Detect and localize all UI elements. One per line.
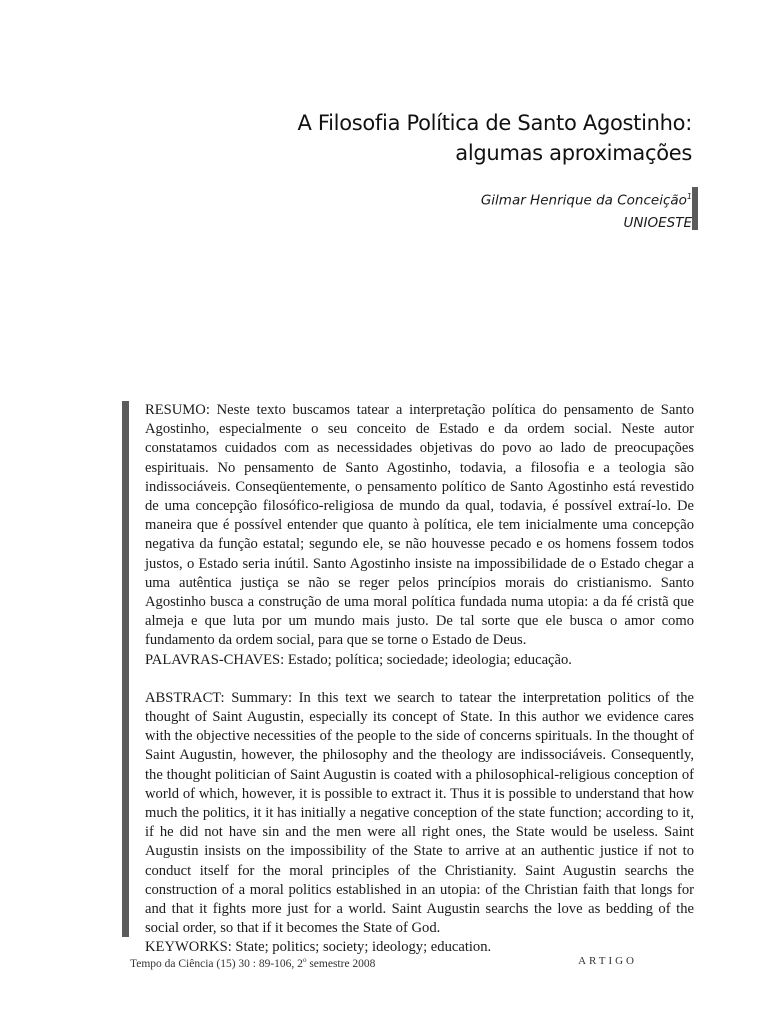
abstract-text: Summary: In this text we search to tatear the interpretation politics of the thought of Saint Augustin, especially its concept of State. In this author we evidence cares with the objective necessities of the people to the side of concerns spirituals. In the thought of Saint Augustin, however, the philosophy and the theology are indissociáveis. Consequently, the thought politician of Saint Augustin is coated with a philosophical-religious conception of world of which, however, it is possible to extract it. Thus it is possible to understand that how much the politics, it it has initially a negative conception of the state function; according to it, if he did not have sin and the men were all right ones, the State would be useless. Saint Augustin insists on the impossibility of the State to arrive at an authentic justice if not to conduct itself for the moral principles of the Christianity. Saint Augustin searchs the construction of a moral politics established in an utopia: of the Christian faith that longs for and that it fights more just for a world. Saint Augustin searchs the love as bedding of the social order, so that if it becomes the State of God. bbox=[145, 689, 694, 937]
resumo-label: RESUMO: bbox=[145, 402, 210, 418]
footer-citation bbox=[130, 956, 375, 970]
author-footnote-marker: 1 bbox=[686, 192, 692, 201]
footer-semester: semestre 2008 bbox=[306, 957, 376, 970]
resumo-text: Neste texto buscamos tatear a interpretação política do pensamento de Santo Agostinho, especialmente o seu conceito de Estado e da ordem social. Neste autor constatamos cuidados com as necessidades objetivas do povo ao lado de preocupações espirituais. No pensamento de Santo Agostinho, todavia, a filosofia e a teologia são indissociáveis. Conseqüentemente, o pensamento político de Santo Agostinho está revestido de uma concepção filosófico-religiosa de mundo da qual, todavia, é possível extraí-lo. De maneira que é possível entender que quanto à política, ele tem inicialmente uma concepção negativa da função estatal; segundo ele, se não houvesse pecado e os homens fossem todos justos, o Estado seria inútil. Santo Agostinho insiste na impossibilidade de o Estado chegar a uma autêntica justiça se não se reger pelos princípios morais do cristianismo. Santo Agostinho busca a construção de uma moral política fundada numa utopia: a da fé cristã que almeja e que luta por um mundo mais justo. De tal sorte que ele busca o amor como fundamento da ordem social, para que se torne o Estado de Deus. bbox=[145, 402, 694, 649]
title-line-1: A Filosofia Política de Santo Agostinho: bbox=[297, 111, 692, 135]
abstract-section bbox=[145, 401, 694, 958]
abstract-paragraph bbox=[145, 689, 694, 939]
author-line bbox=[292, 186, 692, 212]
footer-ordinal: o bbox=[302, 956, 307, 964]
author-block bbox=[292, 186, 692, 234]
keywords-label: KEYWORKS: bbox=[145, 939, 232, 956]
resumo-paragraph bbox=[145, 401, 694, 651]
paragraph-gap bbox=[145, 670, 694, 689]
footer-section-label: ARTIGO bbox=[578, 955, 637, 967]
author-institution: UNIOESTE bbox=[623, 214, 692, 231]
abstract-accent-bar bbox=[122, 401, 129, 937]
footer-journal: Tempo da Ciência (15) 30 : 89-106, 2 bbox=[130, 957, 303, 970]
abstract-label: ABSTRACT: bbox=[145, 689, 225, 706]
palavras-chaves-line bbox=[145, 651, 694, 670]
palavras-chaves-label: PALAVRAS-CHAVES: bbox=[145, 651, 285, 668]
palavras-chaves-text: Estado; política; sociedade; ideologia; educação. bbox=[287, 651, 572, 668]
article-title bbox=[172, 108, 692, 168]
author-accent-bar bbox=[692, 187, 698, 230]
author-name: Gilmar Henrique da Conceição bbox=[480, 192, 687, 209]
title-line-2: algumas aproximações bbox=[455, 141, 692, 165]
keywords-text: State; politics; society; ideology; education. bbox=[235, 939, 492, 956]
